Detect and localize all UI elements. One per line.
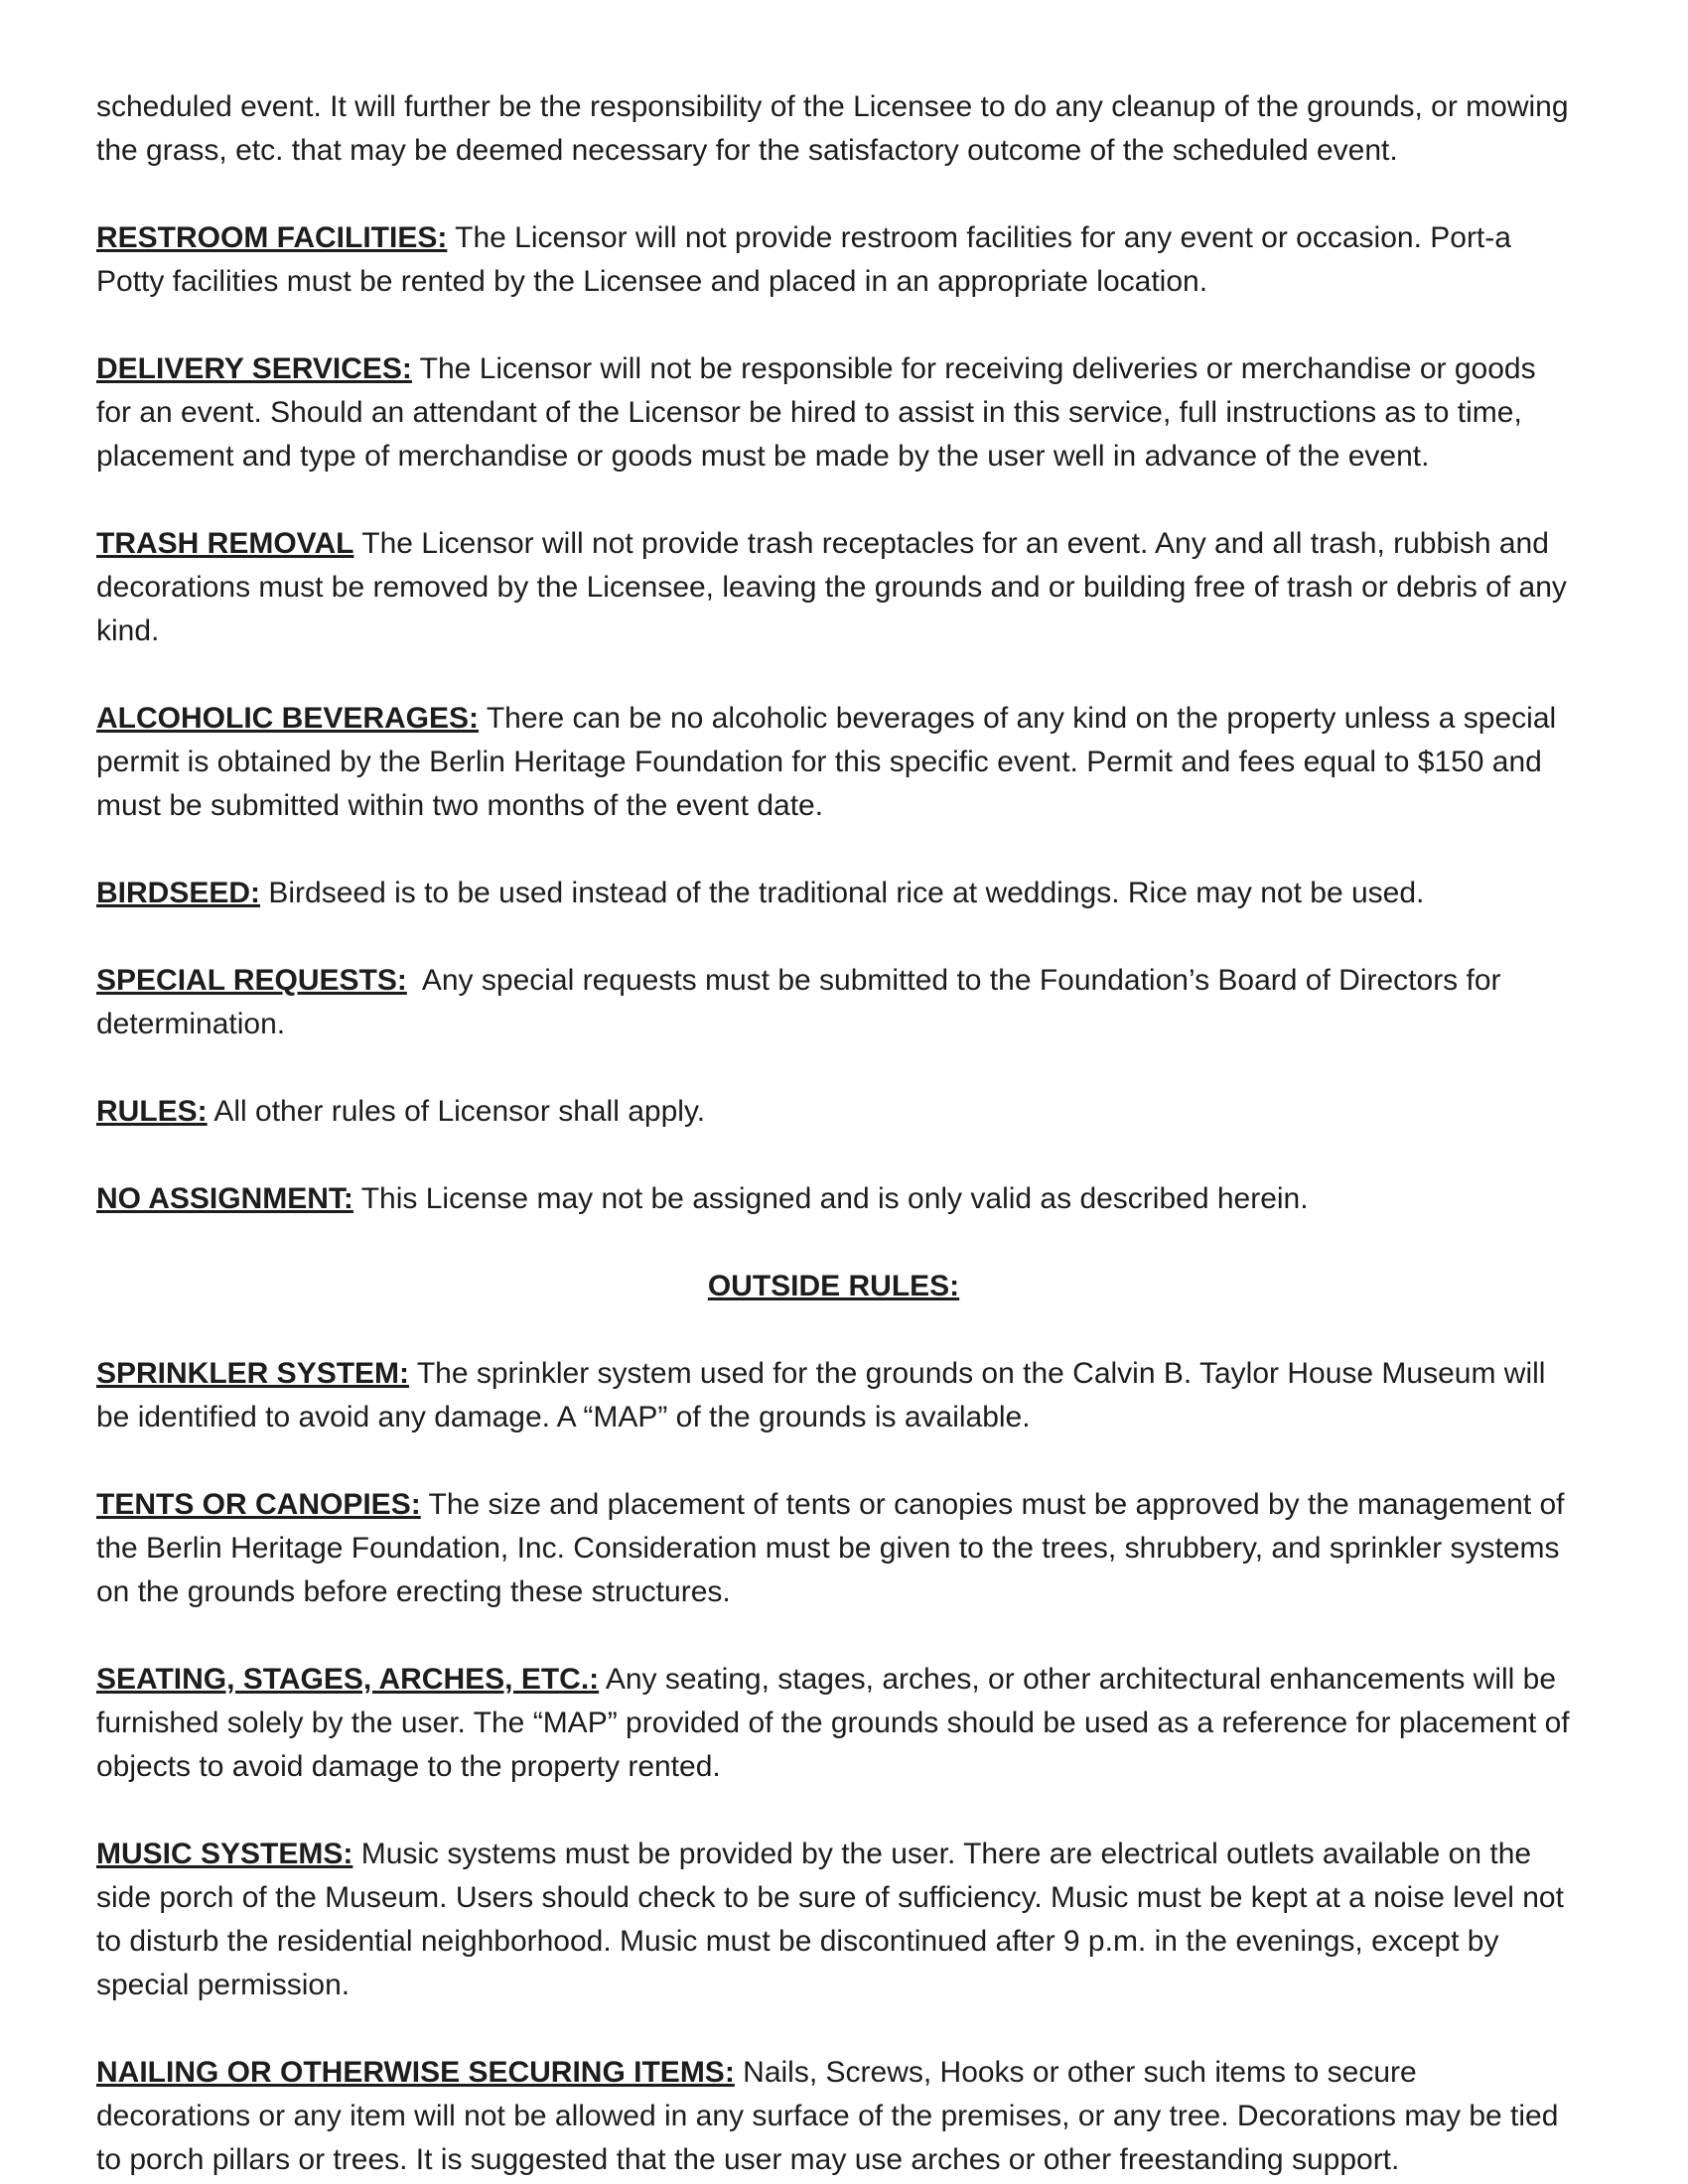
section-heading: ALCOHOLIC BEVERAGES: [96,702,480,735]
section-sprinkler-system [96,1352,1571,1439]
section-body: Music systems must be provided by the user. There are electrical outlets available on the side porch of the Museum. Users should check to be sure of sufficiency. Music must be kept at a noise level not to disturb the residential neighborhood. Music must be discontinued after 9 p.m. in the evenings, except by special permission. [96,1838,1564,2001]
section-no-assignment [96,1177,1571,1221]
section-heading: RESTROOM FACILITIES: [96,221,448,254]
section-restroom-facilities [96,216,1571,304]
section-heading: TENTS OR CANOPIES: [96,1488,421,1521]
section-heading: SEATING, STAGES, ARCHES, ETC.: [96,1663,600,1696]
section-heading: SPECIAL REQUESTS: [96,964,407,997]
section-birdseed [96,872,1571,915]
section-rules [96,1090,1571,1134]
outside-rules-heading [96,1265,1571,1308]
section-alcoholic-beverages [96,697,1571,828]
section-body: The Licensor will not provide trash receptacles for an event. Any and all trash, rubbish and decorations must be removed by the Licensee, leaving the grounds and or building free of trash or debris of any kind. [96,527,1567,647]
section-special-requests [96,959,1571,1046]
section-body: Nails, Screws, Hooks or other such items to secure decorations or any item will not be allowed in any surface of the premises, or any tree. Decorations may be tied to porch pillars or trees. It is suggested that the user may use arches or other freestanding support. [96,2056,1559,2176]
section-heading: DELIVERY SERVICES: [96,352,412,385]
section-body: This License may not be assigned and is only valid as described herein. [360,1182,1309,1215]
continuation-paragraph [96,85,1571,173]
section-body: The sprinkler system used for the grounds on the Calvin B. Taylor House Museum will be identified to avoid any damage. A “MAP” of the grounds is available. [96,1357,1546,1433]
section-heading: RULES: [96,1095,208,1128]
section-body: Birdseed is to be used instead of the traditional rice at weddings. Rice may not be used. [268,877,1425,909]
section-body: There can be no alcoholic beverages of any kind on the property unless a special permit is obtained by the Berlin Heritage Foundation for this specific event. Permit and fees equal to $150 and must be submitted within two months of the event date. [96,702,1557,822]
section-body: All other rules of Licensor shall apply. [213,1095,706,1128]
section-body: Any seating, stages, arches, or other architectural enhancements will be furnished solely by the user. The “MAP” provided of the grounds should be used as a reference for placement of objects to avoid damage to the property rented. [96,1663,1570,1783]
section-heading: NAILING OR OTHERWISE SECURING ITEMS: [96,2056,735,2089]
section-body: Any special requests must be submitted to the Foundation’s Board of Directors for determination. [96,964,1501,1040]
section-heading: NO ASSIGNMENT: [96,1182,353,1215]
section-heading: MUSIC SYSTEMS: [96,1838,353,1870]
section-trash-removal [96,522,1571,653]
outside-rules-title: OUTSIDE RULES: [707,1270,960,1302]
section-seating-stages-arches [96,1658,1571,1789]
section-nailing-securing-items [96,2051,1571,2182]
section-body: The Licensor will not be responsible for receiving deliveries or merchandise or goods for an event. Should an attendant of the Licensor be hired to assist in this service, full instructions as to time, placement and type of merchandise or goods must be made by the user well in advance of the event. [96,352,1536,473]
paragraph-text: scheduled event. It will further be the responsibility of the Licensee to do any cleanup of the grounds, or mowing the grass, etc. that may be deemed necessary for the satisfactory outcome of the scheduled event. [96,90,1569,167]
section-heading: SPRINKLER SYSTEM: [96,1357,410,1390]
section-heading: BIRDSEED: [96,877,261,909]
section-heading: TRASH REMOVAL [96,527,354,560]
section-body: The size and placement of tents or canopies must be approved by the management of the Berlin Heritage Foundation, Inc. Consideration must be given to the trees, shrubbery, and sprinkler systems on the grounds before erecting these structures. [96,1488,1565,1608]
section-delivery-services [96,347,1571,478]
section-tents-or-canopies [96,1483,1571,1614]
section-music-systems [96,1833,1571,2007]
section-body: The Licensor will not provide restroom facilities for any event or occasion. Port-a Potty facilities must be rented by the Licensee and placed in an appropriate location. [96,221,1511,298]
